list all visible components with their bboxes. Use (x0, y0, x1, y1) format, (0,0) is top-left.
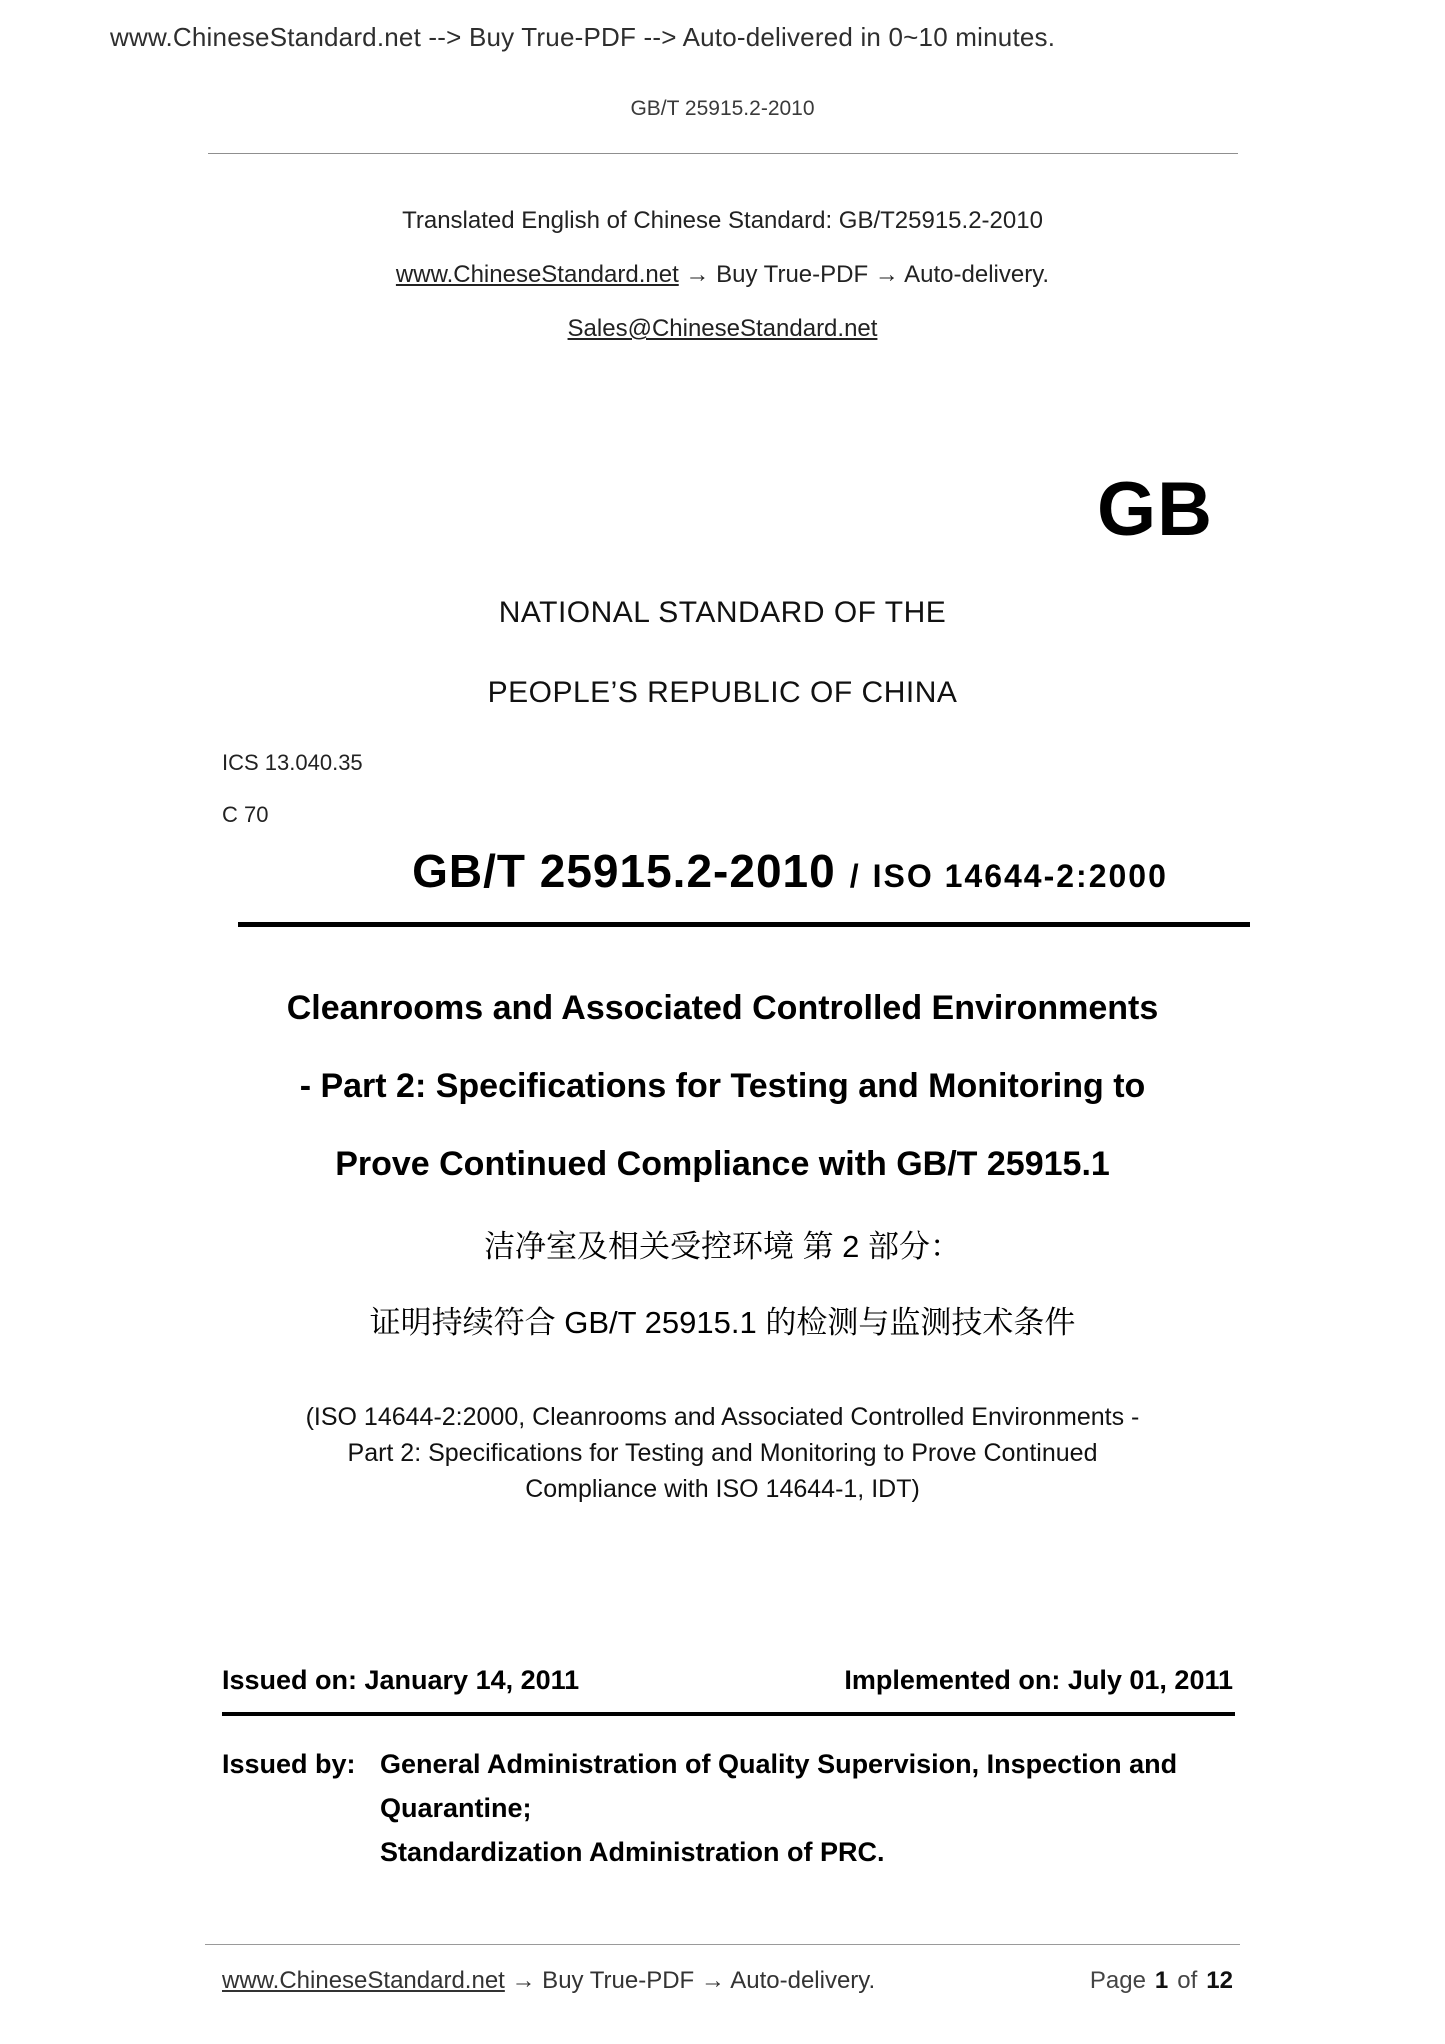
gb-logo: GB (1097, 467, 1213, 552)
email-link[interactable]: Sales@ChineseStandard.net (567, 315, 878, 342)
footer-left (222, 1967, 875, 1995)
issued-by-body (380, 1742, 1177, 1874)
title-english-line1: Cleanrooms and Associated Controlled Environments (286, 989, 1159, 1027)
email-line (0, 302, 1445, 356)
issued-by-line2: Quarantine; (380, 1793, 532, 1823)
class-code: C 70 (222, 802, 269, 827)
title-english-line2: - Part 2: Specifications for Testing and Monitoring to (299, 1067, 1146, 1105)
issued-by-label: Issued by: (222, 1749, 356, 1779)
of-word: of (1177, 1967, 1198, 1994)
site-link[interactable]: www.ChineseStandard.net (395, 261, 679, 288)
iso-note-line1: (ISO 14644-2:2000, Cleanrooms and Associated Controlled Environments - (305, 1403, 1140, 1431)
implemented-on-date: Implemented on: July 01, 2011 (844, 1665, 1233, 1695)
buy-line (0, 248, 1445, 302)
issued-by-line1: General Administration of Quality Supervision, Inspection and (380, 1749, 1178, 1779)
intro-block (0, 194, 1445, 356)
page-indicator (1090, 1967, 1233, 1995)
footer-site-link[interactable]: www.ChineseStandard.net (222, 1967, 505, 1994)
standard-number-line (0, 844, 1445, 898)
footer (222, 1967, 1233, 1995)
footer-divider (205, 1944, 1240, 1945)
national-standard-line2: PEOPLE’S REPUBLIC OF CHINA (487, 676, 958, 709)
doc-code-header: GB/T 25915.2-2010 (630, 97, 815, 120)
iso-equivalence-note (0, 1399, 1445, 1507)
issued-by-line3: Standardization Administration of PRC. (380, 1837, 885, 1867)
title-chinese (0, 1209, 1445, 1361)
standard-number-separator: / (849, 858, 859, 894)
standard-number-iso: ISO 14644-2:2000 (872, 858, 1168, 894)
promo-header: www.ChineseStandard.net --> Buy True-PDF --> Auto-delivered in 0~10 minutes. (110, 22, 1056, 52)
title-english (0, 969, 1445, 1203)
issued-by-block (222, 1742, 1305, 1874)
footer-buy-tail: → Buy True-PDF → Auto-delivery. (504, 1967, 876, 1994)
iso-note-line3: Compliance with ISO 14644-1, IDT) (525, 1475, 920, 1503)
buy-line-tail: → Buy True-PDF → Auto-delivery. (678, 261, 1050, 288)
issuance-dates-row (222, 1665, 1233, 1696)
iso-note-line2: Part 2: Specifications for Testing and Monitoring to Prove Continued (347, 1439, 1098, 1467)
title-english-line3: Prove Continued Compliance with GB/T 25915.1 (335, 1145, 1110, 1183)
ics-code: ICS 13.040.35 (222, 750, 363, 775)
title-chinese-line1: 洁净室及相关受控环境 第 2 部分： (483, 1229, 962, 1264)
title-chinese-line2: 证明持续符合 GB/T 25915.1 的检测与监测技术条件 (369, 1305, 1076, 1340)
title-divider (238, 922, 1250, 927)
issued-on-date: Issued on: January 14, 2011 (222, 1665, 580, 1695)
ics-block (222, 752, 1445, 826)
translated-line: Translated English of Chinese Standard: GB/T25915.2-2010 (402, 207, 1043, 234)
page-word: Page (1089, 1967, 1146, 1994)
page-total: 12 (1206, 1967, 1233, 1994)
standard-number-gb: GB/T 25915.2-2010 (412, 845, 836, 897)
page-number: 1 (1154, 1967, 1169, 1994)
issuance-divider (222, 1712, 1235, 1716)
header-divider (208, 153, 1238, 154)
national-standard-line1: NATIONAL STANDARD OF THE (498, 596, 947, 629)
